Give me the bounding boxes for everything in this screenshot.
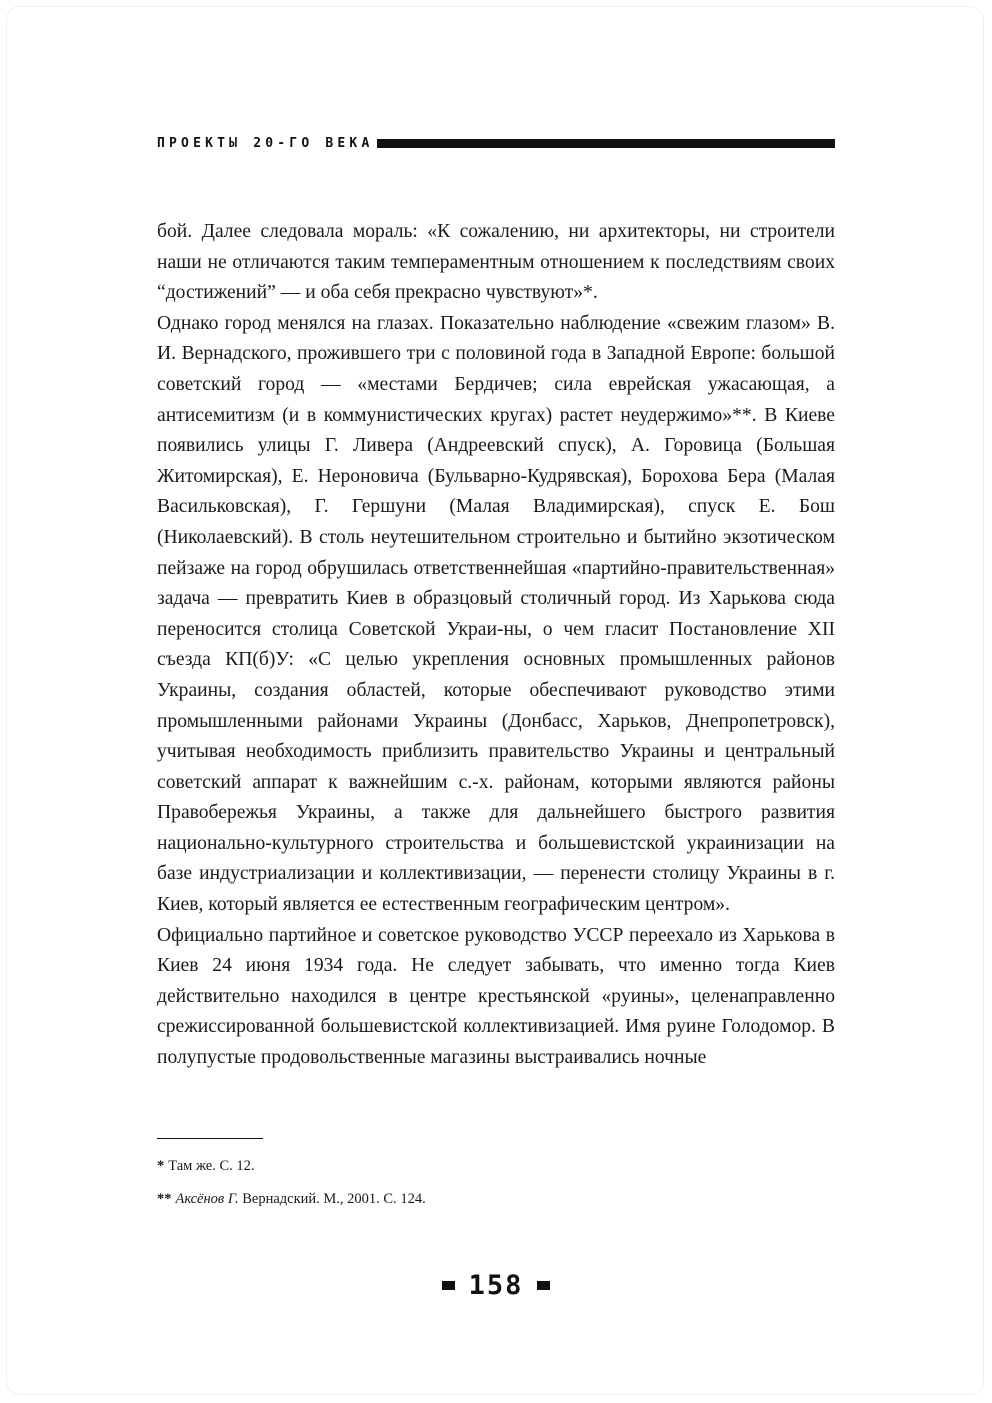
page-number-right-mark <box>537 1281 550 1290</box>
paragraph-3: Официально партийное и советское руководство УССР переехало из Харькова в Киев 24 июня 1934 года. Не следует забывать, что именно тогда Киев действительно находился в центре крестьянской «руины», целенаправленно срежиссированной большевистской коллективизацией. Имя руине Голодомор. В полупустые продовольственные магазины выстраивались ночные <box>157 924 835 1069</box>
running-title: ПРОЕКТЫ 20-ГО ВЕКА <box>157 135 374 151</box>
footnote-1-text: Там же. С. 12. <box>168 1158 255 1174</box>
paragraph-2: Однако город менялся на глазах. Показательно наблюдение «свежим глазом» В. И. Вернадского, прожившего три с половиной года в Западной Европе: большой советский город — «местами Бердичев; сила еврейская ужасающая, а антисемитизм (и в коммунистических кругах) растет неудержимо»**. В Киеве появились улицы Г. Ливера (Андреевский спуск), А. Горовица (Большая Житомирская), Е. Нероновича (Бульварно-Кудрявская), Борохова Бера (Малая Васильковская), Г. Гершуни (Малая Владимирская), спуск Е. Бош (Николаевский). В столь неутешительном строительно и бытийно экзотическом пейзаже на город обрушилась ответственнейшая «партийно-правительственная» задача — превратить Киев в образцовый столичный город. Из Харькова сюда переносится столица Советской Украи-ны, о чем гласит Постановление XII съезда КП(б)У: «С целью укрепления основных промышленных районов Украины, создания областей, которые обеспечивают руководство этими промышленными районами Украины (Донбасс, Харьков, Днепропетровск), учитывая необходимость приблизить правительство Украины и центральный советский аппарат к важнейшим с.-х. районам, которыми являются районы Правобережья Украины, а также для дальнейшего быстрого развития национально-культурного строительства и большевистской украинизации на базе индустриализации и коллективизации, — перенести столицу Украины в г. Киев, который является ее естественным географическим центром». <box>157 312 835 916</box>
footnote-separator <box>157 1138 263 1139</box>
main-text <box>157 217 835 1074</box>
footnotes <box>157 1152 835 1218</box>
footnote-2 <box>157 1185 835 1213</box>
footnote-1-marker: * <box>157 1158 165 1174</box>
footnote-2-text: Вернадский. М., 2001. С. 124. <box>242 1191 426 1207</box>
footnote-2-marker: ** <box>157 1191 172 1207</box>
running-header <box>157 132 835 154</box>
footnote-2-author: Аксёнов Г. <box>175 1191 239 1207</box>
page-number-block <box>0 1270 992 1301</box>
page-number: 158 <box>468 1270 524 1301</box>
page-number-left-mark <box>442 1281 455 1290</box>
paragraph-1: бой. Далее следовала мораль: «К сожалению, ни архитекторы, ни строители наши не отличаются таким темпераментным отношением к последствиям своих “достижений” — и оба себя прекрасно чувствуют»*. <box>157 221 835 304</box>
footnote-1 <box>157 1152 835 1180</box>
header-rule <box>377 139 835 148</box>
